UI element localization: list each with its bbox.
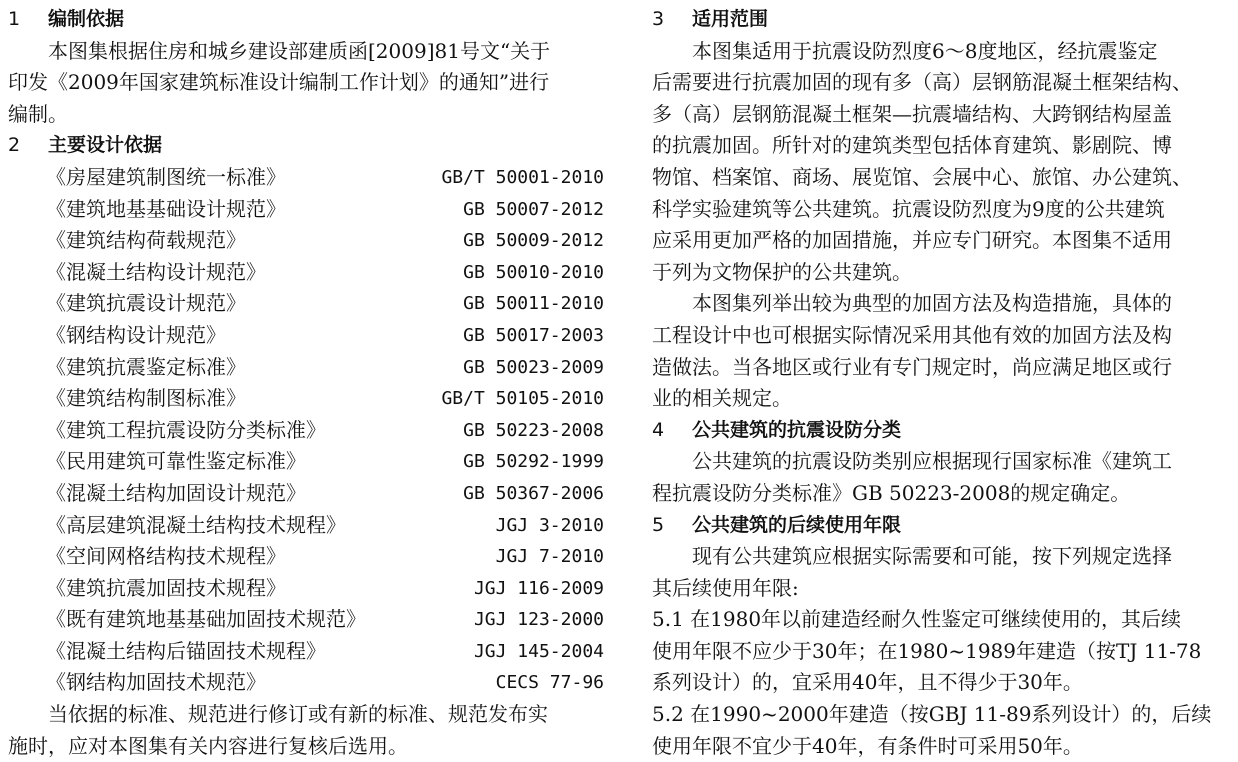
section-number: 5 — [652, 513, 665, 536]
paragraph-line: 公共建筑的抗震设防类别应根据现行国家标准《建筑工 — [692, 449, 1172, 474]
reference-code: GB 50223-2008 — [463, 419, 604, 441]
paragraph-line: 多（高）层钢筋混凝土框架—抗震墙结构、大跨钢结构屋盖 — [652, 101, 1172, 126]
section-heading-1 — [8, 4, 604, 36]
reference-code: JGJ 3-2010 — [495, 514, 604, 536]
reference-code: JGJ 116-2009 — [473, 577, 604, 599]
reference-code: GB 50017-2003 — [463, 324, 604, 346]
paragraph-line: 系列设计）的，宜采用40年，且不得少于30年。 — [652, 670, 1083, 695]
reference-code: GB 50010-2010 — [463, 261, 604, 283]
paragraph-line: 应采用更加严格的加固措施，并应专门研究。本图集不适用 — [652, 228, 1172, 253]
reference-name: 《高层建筑混凝土结构技术规程》 — [46, 512, 346, 537]
reference-name: 《钢结构加固技术规范》 — [46, 670, 266, 695]
section-heading-4 — [652, 415, 1232, 447]
reference-name: 《空间网格结构技术规程》 — [46, 544, 286, 569]
reference-name: 《建筑结构荷载规范》 — [46, 228, 246, 253]
paragraph-line: 于列为文物保护的公共建筑。 — [652, 259, 912, 284]
paragraph-line: 科学实验建筑等公共建筑。抗震设防烈度为9度的公共建筑 — [652, 196, 1165, 221]
section-number: 1 — [8, 8, 21, 30]
reference-item — [8, 225, 604, 257]
reference-name: 《房屋建筑制图统一标准》 — [46, 164, 286, 189]
reference-name: 《民用建筑可靠性鉴定标准》 — [46, 449, 306, 474]
paragraph-line: 程抗震设防分类标准》GB 50223-2008的规定确定。 — [652, 480, 1131, 505]
paragraph-line: 物馆、档案馆、商场、展览馆、会展中心、旅馆、办公建筑、 — [652, 164, 1192, 189]
paragraph-line: 本图集列举出较为典型的加固方法及构造措施，具体的 — [692, 291, 1172, 316]
reference-item — [8, 194, 604, 226]
paragraph-line: 现有公共建筑应根据实际需要和可能，按下列规定选择 — [692, 544, 1172, 569]
section-number: 3 — [652, 8, 665, 30]
reference-name: 《建筑抗震鉴定标准》 — [46, 354, 246, 379]
paragraph-line: 5.1 在1980年以前建造经耐久性鉴定可继续使用的，其后续 — [652, 607, 1182, 632]
right-column — [652, 4, 1232, 762]
reference-name: 《混凝土结构设计规范》 — [46, 259, 266, 284]
section-title: 公共建筑的抗震设防分类 — [692, 418, 902, 441]
reference-name: 《混凝土结构加固设计规范》 — [46, 480, 306, 505]
reference-code: GB 50023-2009 — [463, 356, 604, 378]
paragraph-line: 印发《2009年国家建筑标准设计编制工作计划》的通知”进行 — [8, 70, 550, 95]
reference-code: GB/T 50001-2010 — [441, 166, 604, 188]
reference-name: 《建筑抗震加固技术规程》 — [46, 575, 286, 600]
left-column — [8, 4, 604, 762]
section-number: 2 — [8, 134, 21, 157]
reference-name: 《建筑抗震设计规范》 — [46, 291, 246, 316]
reference-item — [8, 478, 604, 510]
reference-code: GB 50292-1999 — [463, 451, 604, 473]
reference-item — [8, 667, 604, 699]
paragraph-line: 的抗震加固。所针对的建筑类型包括体育建筑、影剧院、博 — [652, 133, 1172, 158]
reference-code: JGJ 145-2004 — [473, 640, 604, 662]
reference-code: CECS 77-96 — [495, 672, 604, 694]
reference-code: GB 50007-2012 — [463, 198, 604, 220]
paragraph-line: 使用年限不应少于30年；在1980~1989年建造（按TJ 11-78 — [652, 638, 1202, 663]
paragraph-line: 本图集适用于抗震设防烈度6～8度地区，经抗震鉴定 — [692, 38, 1158, 63]
reference-name: 《钢结构设计规范》 — [46, 322, 226, 347]
section-title: 主要设计依据 — [48, 134, 163, 157]
reference-name: 《建筑地基基础设计规范》 — [46, 196, 286, 221]
reference-code: JGJ 7-2010 — [495, 546, 604, 568]
section-title: 适用范围 — [692, 8, 769, 30]
reference-code: GB/T 50105-2010 — [441, 388, 604, 410]
reference-code: GB 50011-2010 — [463, 293, 604, 315]
section-heading-2 — [8, 130, 604, 162]
section-title: 公共建筑的后续使用年限 — [692, 513, 902, 536]
paragraph-line: 5.2 在1990~2000年建造（按GBJ 11-89系列设计）的，后续 — [652, 702, 1212, 727]
paragraph-line: 业的相关规定。 — [652, 386, 792, 411]
reference-item — [8, 288, 604, 320]
section-heading-3 — [652, 4, 1232, 36]
paragraph-line: 其后续使用年限: — [652, 575, 799, 600]
reference-item — [8, 636, 604, 668]
reference-name: 《混凝土结构后锚固技术规程》 — [46, 638, 326, 663]
reference-item — [8, 573, 604, 605]
reference-item — [8, 352, 604, 384]
reference-item — [8, 162, 604, 194]
reference-code: GB 50009-2012 — [463, 230, 604, 252]
paragraph-line: 施时，应对本图集有关内容进行复核后选用。 — [8, 733, 408, 758]
paragraph-line: 使用年限不宜少于40年，有条件时可采用50年。 — [652, 733, 1083, 758]
paragraph-line: 当依据的标准、规范进行修订或有新的标准、规范发布实 — [48, 702, 548, 727]
reference-item — [8, 257, 604, 289]
reference-item — [8, 383, 604, 415]
reference-item — [8, 320, 604, 352]
reference-item — [8, 446, 604, 478]
reference-name: 《建筑结构制图标准》 — [46, 386, 246, 411]
reference-name: 《既有建筑地基基础加固技术规范》 — [46, 607, 366, 632]
reference-item — [8, 541, 604, 573]
section-title: 编制依据 — [48, 8, 125, 30]
reference-code: GB 50367-2006 — [463, 482, 604, 504]
paragraph-line: 后需要进行抗震加固的现有多（高）层钢筋混凝土框架结构、 — [652, 70, 1192, 95]
paragraph-line: 造做法。当各地区或行业有专门规定时，尚应满足地区或行 — [652, 354, 1172, 379]
reference-code: JGJ 123-2000 — [473, 609, 604, 631]
section-number: 4 — [652, 418, 665, 441]
reference-item — [8, 415, 604, 447]
reference-name: 《建筑工程抗震设防分类标准》 — [46, 417, 326, 442]
paragraph-line: 编制。 — [8, 101, 68, 126]
section-heading-5 — [652, 510, 1232, 542]
paragraph-line: 工程设计中也可根据实际情况采用其他有效的加固方法及构 — [652, 322, 1172, 347]
paragraph-line: 本图集根据住房和城乡建设部建质函[2009]81号文“关于 — [48, 38, 551, 63]
reference-item — [8, 604, 604, 636]
reference-item — [8, 510, 604, 542]
